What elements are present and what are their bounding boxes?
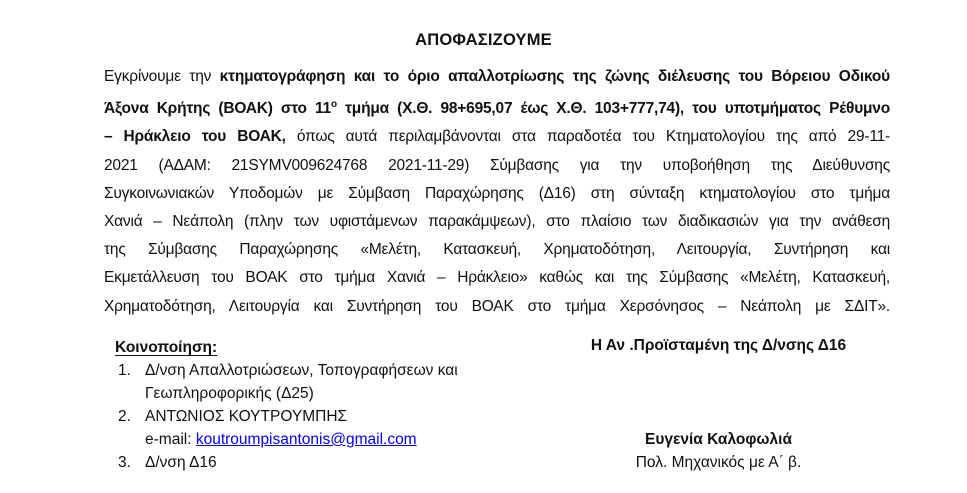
paragraph-line-7	[104, 236, 890, 264]
text-run: της Σύμβασης Παραχώρησης «Μελέτη, Κατασκευή, Χρηματοδότηση, Λειτουργία, Συντήρηση και	[104, 241, 890, 259]
recipient-line: ΑΝΤΩΝΙΟΣ ΚΟΥΤΡΟΥΜΠΗΣ	[145, 408, 348, 425]
list-item-number: 3.	[118, 454, 131, 471]
paragraph-line-4	[104, 152, 890, 180]
decision-paragraph	[104, 63, 890, 321]
paragraph-line-8	[104, 264, 890, 292]
list-item-text	[145, 451, 217, 474]
paragraph-line-5	[104, 180, 890, 208]
paragraph-line-1	[104, 63, 890, 91]
ordinal-superscript: ο	[330, 99, 337, 111]
paragraph-line-2	[104, 91, 890, 123]
notification-section	[115, 336, 538, 474]
text-run: Εκμετάλλευση του ΒΟΑΚ στο τμήμα Χανιά – Ηράκλειο» καθώς και της Σύμβασης «Μελέτη, Κατασκευή,	[104, 269, 890, 287]
recipient-line: Δ/νση Απαλλοτριώσεων, Τοπογραφήσεων και	[145, 362, 458, 379]
list-item-text	[145, 405, 417, 451]
text-run-bold: τμήμα (Χ.Θ. 98+695,07 έως Χ.Θ. 103+777,74), του υποτμήματος Ρέθυμνο	[336, 100, 890, 118]
signatory-name: Ευγενία Καλοφωλιά	[644, 431, 792, 448]
text-run: 2021 (ΑΔΑΜ: 21SYMV009624768 2021-11-29) Σύμβασης για την υποβοήθηση της Διεύθυνσης	[104, 156, 890, 174]
text-run: Χρηματοδότηση, Λειτουργία και Συντήρηση του ΒΟΑΚ στο τμήμα Χερσόνησος – Νεάπολη με ΣΔΙΤ».	[104, 297, 890, 315]
list-item-text	[145, 359, 458, 405]
email-label: e-mail:	[145, 431, 196, 448]
list-item	[118, 405, 538, 451]
notification-heading: Κοινοποίηση:	[115, 339, 218, 356]
list-item	[118, 359, 538, 405]
paragraph-line-6	[104, 208, 890, 236]
text-run-bold: Άξονα Κρήτης (ΒΟΑΚ) στο 11	[104, 100, 331, 118]
text-run: Χανιά – Νεάπολη (πλην των υφιστάμενων παρακάμψεων), στο πλαίσιο των διαδικασιών για την ανάθεση	[104, 213, 890, 231]
email-link[interactable]: koutroumpisantonis@gmail.com	[195, 431, 417, 448]
text-run-bold: – Ηράκλειο του ΒΟΑΚ,	[104, 128, 297, 146]
text-run: Συγκοινωνιακών Υποδομών με Σύμβαση Παραχώρησης (Δ16) στη σύνταξη κτηματολογίου στο τμήμα	[104, 184, 890, 202]
text-run: Εγκρίνουμε την	[104, 68, 220, 85]
signatory-credentials: Πολ. Μηχανικός με Α΄ β.	[635, 454, 802, 471]
text-run: όπως αυτά περιλαμβάνονται στα παραδοτέα του Κτηματολογίου της από 29-11-	[296, 128, 890, 146]
recipient-line: Δ/νση Δ16	[145, 454, 217, 471]
paragraph-line-9	[104, 293, 890, 321]
text-run-bold: κτηματογράφηση και το όριο απαλλοτρίωσης της ζώνης διέλευσης του Βόρειου Οδικού	[219, 68, 890, 85]
paragraph-line-3	[104, 123, 890, 151]
list-item-number: 1.	[118, 362, 131, 379]
recipient-line: Γεωπληροφορικής (Δ25)	[145, 385, 314, 402]
decision-heading: ΑΠΟΦΑΣΙΖΟΥΜΕ	[415, 31, 552, 49]
signatory-role: Η Αν .Προϊσταμένη της Δ/νσης Δ16	[590, 337, 847, 354]
list-item-number: 2.	[118, 408, 131, 425]
list-item	[118, 451, 538, 474]
